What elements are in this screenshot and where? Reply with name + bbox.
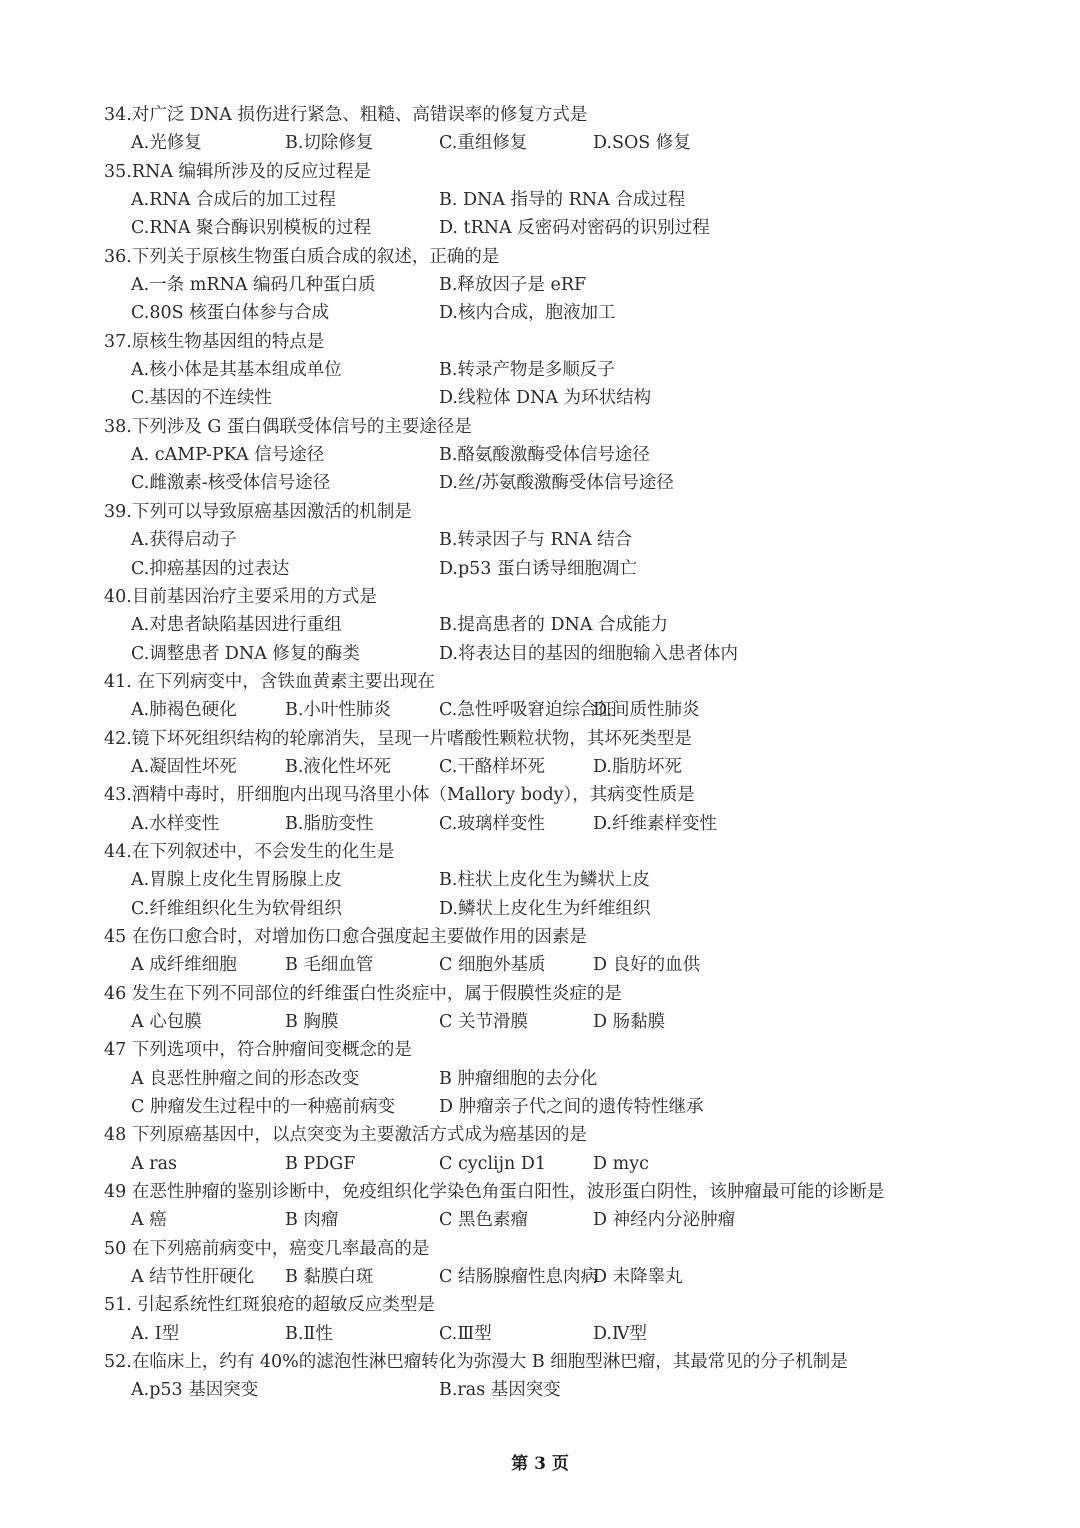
option-row [104, 1206, 984, 1234]
answer-option: A 心包膜 [131, 1012, 202, 1032]
option-row [104, 1263, 984, 1291]
option-row [104, 611, 984, 639]
answer-option: A. cAMP-PKA 信号途径 [131, 445, 325, 466]
option-row [104, 186, 984, 214]
answer-option: B.小叶性肺炎 [285, 700, 391, 721]
question-block [104, 1178, 984, 1235]
answer-option: B.提高患者的 DNA 合成能力 [439, 615, 669, 636]
option-row [104, 753, 984, 781]
option-row [104, 356, 984, 384]
answer-option: C 黑色素瘤 [439, 1210, 528, 1231]
question-block [104, 668, 984, 725]
answer-option: C.纤维组织化生为软骨组织 [131, 898, 342, 919]
question-stem: 50 在下列癌前病变中，癌变几率最高的是 [104, 1238, 430, 1259]
answer-option: C.干酪样坏死 [439, 756, 545, 777]
answer-option: D.鳞状上皮化生为纤维组织 [439, 898, 651, 919]
question-stem: 51. 引起系统性红斑狼疮的超敏反应类型是 [104, 1295, 435, 1316]
answer-option: A.对患者缺陷基因进行重组 [131, 615, 342, 636]
answer-option: A. Ⅰ型 [131, 1323, 180, 1344]
option-row [104, 696, 984, 724]
option-row [104, 469, 984, 497]
option-row [104, 895, 984, 923]
answer-option: A 良恶性肿瘤之间的形态改变 [131, 1068, 360, 1089]
question-stem: 45 在伤口愈合时，对增加伤口愈合强度起主要做作用的因素是 [104, 926, 587, 947]
answer-option: C.调整患者 DNA 修复的酶类 [131, 643, 360, 664]
question-block [104, 1348, 984, 1405]
option-row [104, 640, 984, 668]
question-block [104, 1121, 984, 1178]
question-stem: 38.下列涉及 G 蛋白偶联受体信号的主要途径是 [104, 416, 472, 437]
question-block [104, 158, 984, 243]
answer-option: D myc [593, 1153, 649, 1174]
answer-option: B.转录因子与 RNA 结合 [439, 530, 633, 551]
answer-option: C.急性呼吸窘迫综合征 [439, 700, 615, 721]
question-block [104, 923, 984, 980]
page-number: 第 3 页 [511, 1454, 569, 1474]
question-stem: 46 发生在下列不同部位的纤维蛋白性炎症中，属于假膜性炎症的是 [104, 983, 622, 1004]
question-block [104, 980, 984, 1037]
answer-option: B.Ⅱ性 [285, 1323, 333, 1344]
question-block [104, 838, 984, 923]
answer-option: B 胸膜 [285, 1012, 339, 1032]
answer-option: C 细胞外基质 [439, 955, 546, 976]
answer-option: D.线粒体 DNA 为环状结构 [439, 388, 652, 409]
question-block [104, 725, 984, 782]
question-block [104, 1235, 984, 1292]
answer-option: A 成纤维细胞 [131, 955, 237, 976]
question-block [104, 101, 984, 158]
answer-option: D 未降睾丸 [593, 1267, 683, 1288]
option-row [104, 1093, 984, 1121]
answer-option: A.核小体是其基本组成单位 [131, 360, 342, 381]
answer-option: B.脂肪变性 [285, 813, 374, 834]
option-row [104, 810, 984, 838]
question-list [104, 101, 984, 1405]
answer-option: C cyclijn D1 [439, 1153, 547, 1174]
answer-option: A.光修复 [131, 133, 202, 154]
answer-option: A.肺褐色硬化 [131, 700, 237, 721]
answer-option: D.间质性肺炎 [593, 700, 700, 721]
answer-option: A.一条 mRNA 编码几种蛋白质 [131, 275, 376, 296]
answer-option: B.酪氨酸激酶受体信号途径 [439, 445, 650, 466]
answer-option: A.RNA 合成后的加工过程 [131, 190, 336, 211]
question-stem: 36.下列关于原核生物蛋白质合成的叙述，正确的是 [104, 246, 500, 267]
answer-option: D.丝/苏氨酸激酶受体信号途径 [439, 473, 674, 494]
question-block [104, 583, 984, 668]
answer-option: B 肉瘤 [285, 1210, 339, 1231]
question-block [104, 243, 984, 328]
question-block [104, 328, 984, 413]
option-row [104, 866, 984, 894]
answer-option: A.获得启动子 [131, 530, 237, 551]
option-row [104, 1320, 984, 1348]
question-block [104, 1291, 984, 1348]
option-row [104, 214, 984, 242]
answer-option: D 良好的血供 [593, 955, 701, 976]
answer-option: B.液化性坏死 [285, 756, 391, 777]
question-stem: 43.酒精中毒时，肝细胞内出现马洛里小体（Mallory body），其病变性质是 [104, 785, 695, 806]
answer-option: D 神经内分泌肿瘤 [593, 1210, 736, 1231]
answer-option: B. DNA 指导的 RNA 合成过程 [439, 190, 686, 211]
answer-option: C.玻璃样变性 [439, 813, 545, 834]
question-stem: 49 在恶性肿瘤的鉴别诊断中，免疫组织化学染色角蛋白阳性，波形蛋白阴性，该肿瘤最可能的诊断是 [104, 1182, 885, 1203]
question-stem: 34.对广泛 DNA 损伤进行紧急、粗糙、高错误率的修复方式是 [104, 105, 588, 125]
question-stem: 40.目前基因治疗主要采用的方式是 [104, 586, 377, 607]
answer-option: A ras [131, 1153, 177, 1174]
answer-option: B.转录产物是多顺反子 [439, 360, 615, 381]
answer-option: C.基因的不连续性 [131, 388, 272, 409]
answer-option: C 关节滑膜 [439, 1012, 528, 1032]
question-stem: 37.原核生物基因组的特点是 [104, 331, 325, 352]
answer-option: D 肠黏膜 [593, 1012, 666, 1032]
answer-option: D.Ⅳ型 [593, 1323, 647, 1344]
answer-option: A.胃腺上皮化生胃肠腺上皮 [131, 870, 342, 891]
question-block [104, 1036, 984, 1121]
option-row [104, 299, 984, 327]
answer-option: D.SOS 修复 [593, 133, 691, 154]
answer-option: B.切除修复 [285, 133, 374, 154]
answer-option: B PDGF [285, 1153, 356, 1174]
answer-option: B.ras 基因突变 [439, 1380, 561, 1401]
answer-option: A 癌 [131, 1210, 167, 1231]
answer-option: B 肿瘤细胞的去分化 [439, 1068, 598, 1089]
answer-option: D.纤维素样变性 [593, 813, 717, 834]
answer-option: B 黏膜白斑 [285, 1267, 374, 1288]
answer-option: D.脂肪坏死 [593, 756, 682, 777]
question-block [104, 781, 984, 838]
question-stem: 52.在临床上，约有 40%的滤泡性淋巴瘤转化为弥漫大 B 细胞型淋巴瘤，其最常见的分子机制是 [104, 1352, 848, 1373]
option-row [104, 555, 984, 583]
answer-option: C.Ⅲ型 [439, 1323, 492, 1344]
option-row [104, 271, 984, 299]
option-row [104, 384, 984, 412]
answer-option: A 结节性肝硬化 [131, 1267, 255, 1288]
question-stem: 39.下列可以导致原癌基因激活的机制是 [104, 501, 412, 522]
question-stem: 42.镜下坏死组织结构的轮廓消失，呈现一片嗜酸性颗粒状物，其坏死类型是 [104, 728, 692, 749]
option-row [104, 1376, 984, 1404]
question-stem: 44.在下列叙述中，不会发生的化生是 [104, 841, 395, 862]
option-row [104, 526, 984, 554]
answer-option: D.p53 蛋白诱导细胞凋亡 [439, 558, 638, 579]
option-row [104, 1008, 984, 1036]
answer-option: A.凝固性坏死 [131, 756, 237, 777]
answer-option: B 毛细血管 [285, 955, 374, 976]
answer-option: A.水样变性 [131, 813, 220, 834]
question-stem: 47 下列选项中，符合肿瘤间变概念的是 [104, 1040, 412, 1061]
option-row [104, 1150, 984, 1178]
answer-option: C 结肠腺瘤性息肉病 [439, 1267, 598, 1288]
answer-option: C.雌激素-核受体信号途径 [131, 473, 331, 494]
answer-option: C.80S 核蛋白体参与合成 [131, 303, 330, 324]
question-stem: 41. 在下列病变中，含铁血黄素主要出现在 [104, 671, 435, 692]
answer-option: D.核内合成，胞液加工 [439, 303, 616, 324]
option-row [104, 1065, 984, 1093]
answer-option: C.抑癌基因的过表达 [131, 558, 290, 579]
question-block [104, 413, 984, 498]
answer-option: D 肿瘤亲子代之间的遗传特性继承 [439, 1097, 704, 1118]
option-row [104, 951, 984, 979]
option-row [104, 129, 984, 157]
answer-option: B.释放因子是 eRF [439, 275, 587, 296]
question-stem: 48 下列原癌基因中，以点突变为主要激活方式成为癌基因的是 [104, 1125, 587, 1146]
answer-option: B.柱状上皮化生为鳞状上皮 [439, 870, 650, 891]
question-stem: 35.RNA 编辑所涉及的反应过程是 [104, 161, 372, 182]
option-row [104, 441, 984, 469]
answer-option: C 肿瘤发生过程中的一种癌前病变 [131, 1097, 395, 1118]
answer-option: A.p53 基因突变 [131, 1380, 259, 1401]
question-block [104, 498, 984, 583]
answer-option: D.将表达目的基因的细胞输入患者体内 [439, 643, 738, 664]
answer-option: C.重组修复 [439, 133, 528, 154]
answer-option: C.RNA 聚合酶识别模板的过程 [131, 218, 372, 239]
answer-option: D. tRNA 反密码对密码的识别过程 [439, 218, 710, 239]
